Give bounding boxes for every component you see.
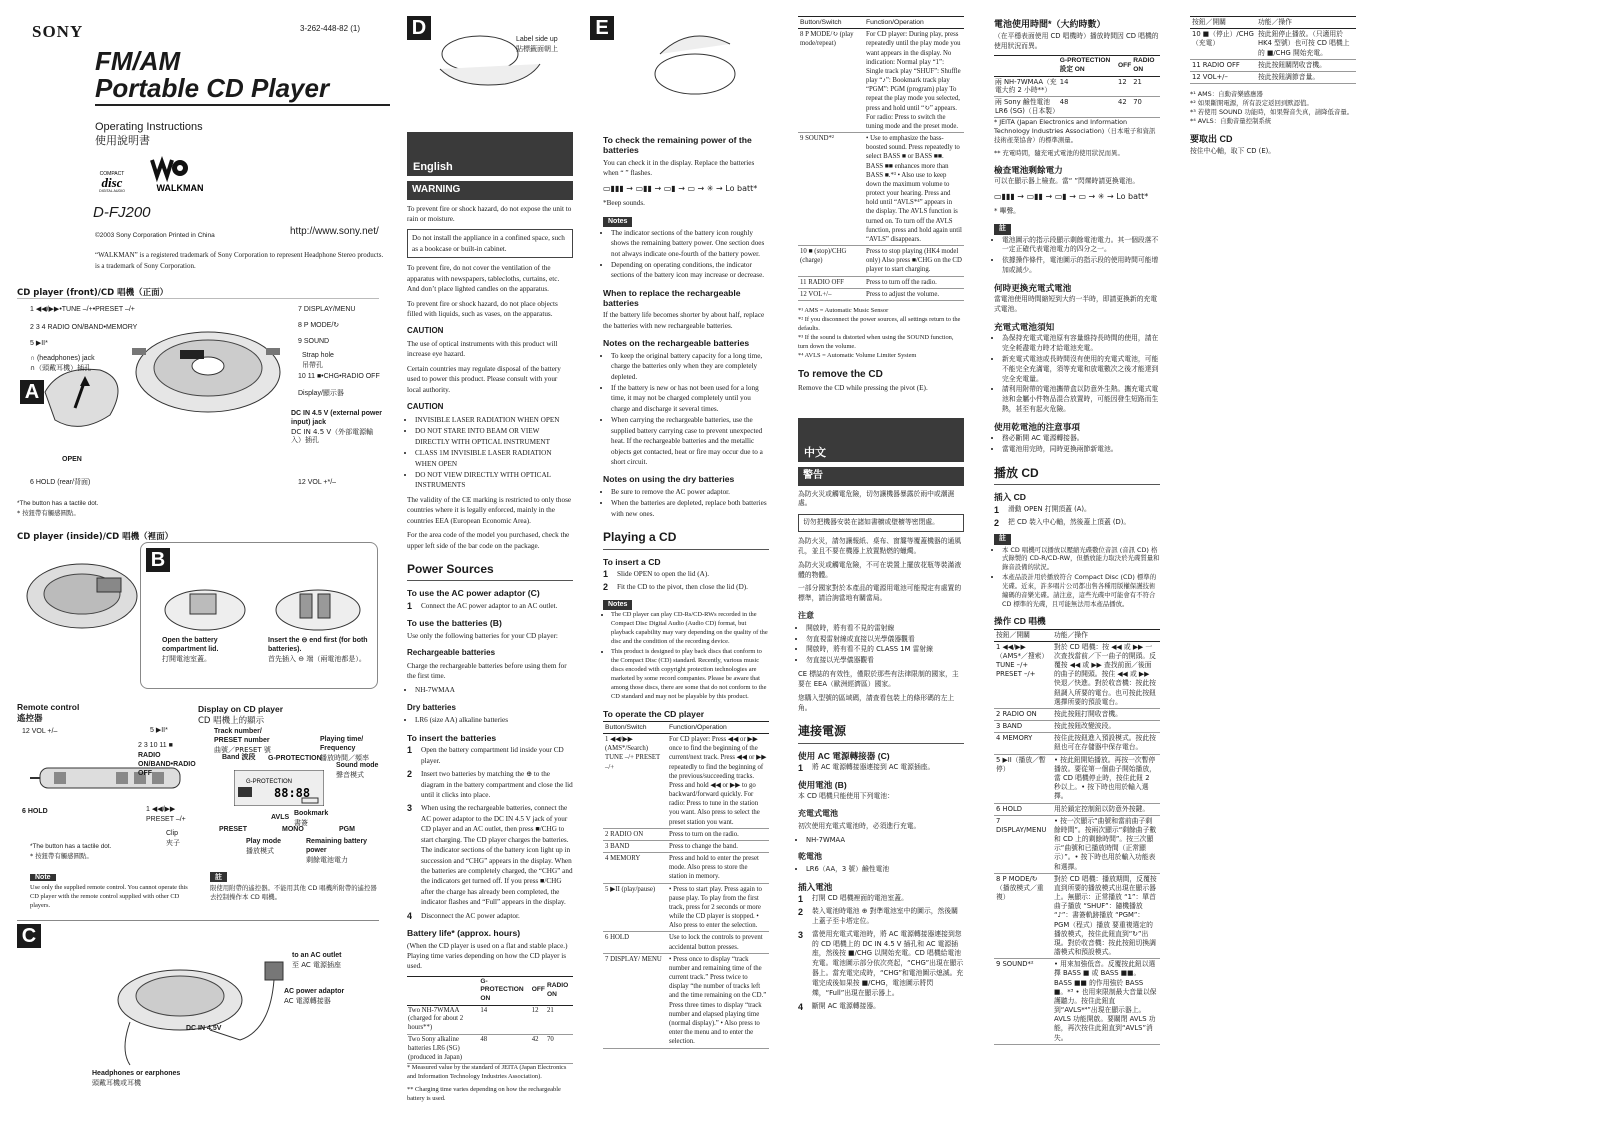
title-line2: Portable CD Player [95,73,330,103]
label-headphone-jack: ∩ (headphones) jack ∩（頭戴耳機）插孔 [30,355,95,372]
svg-text:DIGITAL AUDIO: DIGITAL AUDIO [99,189,125,193]
inside-heading: CD player (inside)/CD 唱機（裡面） [17,532,174,542]
play-notes: • The CD player can play CD-Rs/CD-RWs recorded in the Compact Disc Digital Audio (Audio CD) format, but playback capability may vary depending on the quality of the disc and the condition of the recording device. • This product is designed to play back discs that conform to the Compact Disc (CD) standard. Recently, various music discs encoded with copyright protection technologies are marketed by some record companies. Please be aware that among those discs, there are some that do not conform to the CD standard and may not be playable by this product. [603,611,769,702]
remote-label-play: 5 ▶II* [150,727,168,734]
rnotes-title: Notes on the rechargeable batteries [603,338,750,349]
remote-footnote: *The button has a tactile dot. * 按鈕帶有觸感圓點。 [30,843,112,860]
beep-note: *Beep sounds. [603,199,645,208]
cd-player-inside-illustration [22,548,142,638]
zh-rech-item: • NH-7WMAA [806,836,964,846]
battery-insert-illustration [270,578,366,634]
caution2-title: CAUTION [407,402,444,412]
disp-label-playtime: Playing time/ Frequency 播放時間／頻率 [320,736,369,762]
zh-bat-title: 使用電池 (B) [798,779,847,790]
ac-step: 1 Connect the AC power adaptor to an AC outlet. [407,600,558,611]
play-title: Playing a CD [603,529,769,549]
label-play: 5 ▶II* [30,340,48,347]
disp-label-mono: MONO [282,826,304,833]
note-tag-zh: 註 [210,872,227,882]
battery-life-table: G-PROTECTION ON OFF RADIO ON Two NH-7WMAA (charged for about 2 hours**) 14 12 21 Two Sony alkaline batteries LR6 (SG) (produced in Japan) 48 42 70 [407,976,573,1065]
zh-insert-steps: 1 打開 CD 唱機裡面的電池室蓋。 2 裝入電池時電池 ⊕ 對準電池室中的圖示，然後關上蓋子至卡塔定位。 3 當使用充電式電池時，將 AC 電源轉接器連接到您的 CD 唱機上的 DC IN 4.5 V 插孔和 AC 電源插座，然後按 ■/CHG 以開始充電。CD 唱機給電池充電。電池圖示部分依次亮起，“CHG”出現在顯示器上。當充電完成時，“CHG”和電池圖示熄滅。充電完成後如果按 ■/CHG，電池圖示將閃爍，“Full”出現在顯示器上。 4 斷開 AC 電源轉接器。 [798,894,964,1012]
remote-label-skip: 1 ◀◀/▶▶ [146,806,176,813]
op-title-zh: 使用說明書 [95,134,150,147]
op-title-en: Operating Instructions [95,121,203,133]
life-sub: (When the CD player is used on a flat and stable place.) Playing time varies depending on how the CD player is used. [407,941,568,971]
title-rule [95,104,390,106]
zh-beep: * 嗶聲。 [994,206,1020,215]
check-notes-tag: Notes [603,217,632,227]
insert-bat-title: To insert the batteries [407,732,497,743]
brand-logo: SONY [32,22,84,41]
zh-life-sub: （在平穩表面使用 CD 唱機時）播放時間因 CD 唱機的使用狀況而異。 [994,31,1159,50]
zh-replace-title: 何時更換充電式電池 [994,282,1072,293]
inside-caption-1: Open the battery compartment lid. 打開電池室蓋。 [162,637,219,663]
remote-label-stop: 2 3 10 11 ■ [138,742,173,749]
replace-title: When to replace the rechargeable batteries [603,287,741,309]
zh-rnotes: • 為保持充電式電池原有容量維持長時間的使用，請在完全耗盡電力時才給電池充電。 • 新充電式電池或長時間沒有使用的充電式電池，可能不能完全充滿電，須等充電和放電數次之後才能達到完全充電量。 • 請利用附帶的電池攜帶盒以防意外生熱。攜充電式電池和金屬小件物品混合放置時，可能因發生短路而生熱，甚至有起火危險。 [994,334,1160,415]
chinese-col1 [798,418,964,1014]
english-col3 [798,14,964,397]
label-stop-chg: 10 11 ■•CHG•RADIO OFF [298,373,380,380]
ops-table-en: Button/Switch Function/Operation 1 ◀◀/▶▶ (AMS*/Search) TUNE –/+ PRESET –/+ For CD player: Press ◀◀ or ▶▶ once to find the beginning of the current/next track. Press ◀◀ or ▶▶ repeatedly to find the beginning of the previous/succeeding tracks. Press and hold ◀◀ or ▶▶ to go backward/forward quickly. For radio: Press to tune in the station you want. Also press to select the preset station you want. 2 RADIO ON Press to turn on the radio. 3 BAND Press to change the band. 4 MEMORY Press and hold to enter the preset mode. Also press to store the station in memory. 5 ▶II (play/pause) • Press to start play. Press again to pause play. To play from the first track, press for 2 seconds or more while the CD player is stopped. • Also press to enter the selection. 6 HOLD Use to lock the controls to prevent accidental button presses. 7 DISPLAY/ MENU • Press once to display “track number and remaining time of the current track.” Press twice to display “the number of tracks left and the time remaining on the CD.” Press three times to display “track number and elapsed playing time (normal display).” • Also press to enter the menu and to enter the selection. [603,721,769,1049]
rech-text: Charge the rechargeable batteries before using them for the first time. [407,661,567,680]
dry-item: • LR6 (size AA) alkaline batteries [415,715,573,725]
label-display-menu: 7 DISPLAY/MENU [298,306,356,313]
replace-text: If the battery life becomes shorter by about half, replace the batteries with new rechargeable batteries. [603,311,765,330]
bat-title: To use the batteries (B) [407,618,502,629]
ops-table-en-2: Button/Switch Function/Operation 8 P MODE/↻ (play mode/repeat) For CD player: During play, press repeatedly until the play mode you want appears in the display. No indication: Normal play “1”: Single track play “SHUF”: Shuffle play “♪”: Bookmark track play “PGM”: PGM (program) play To repeat the play mode you selected, press and hold until “↻” appears. For radio: Press to switch the tuning mode and the preset mode. 9 SOUND*² • Use to emphasize the bass-boosted sound. Press repeatedly to select BASS ■ or BASS ■■. BASS ■■ enhances more than BASS ■.*³ • Also use to keep down the maximum volume to protect your hearing. Press and hold until “AVLS*⁴” appears in the display. The AVLS function is turned on. To turn off the AVLS function, press and hold again until “AVLS” disappears. 10 ■ (stop)/CHG (charge) Press to stop playing (HK4 model only) Also press ■/CHG on the CD player to start charging. 11 RADIO OFF Press to turn off the radio. 12 VOL+/– Press to adjust the volume. [798,16,964,301]
disp-label-gprot: G-PROTECTION [268,755,322,762]
rnotes-list: • To keep the original battery capacity for a long time, charge the batteries only when they are completely depleted. • If the battery is new or has not been used for a long time, it may not be charged completely until you charge and discharge it several times. • When carrying the rechargeable batteries, use the supplied battery carrying case to prevent unexpected heat. If the rechargeable batteries and the metallic objects get contacted, heat or fire may occur due to a short circuit. [603,351,769,468]
insertcd-title: To insert a CD [603,556,661,567]
zh-insert-title: 插入電池 [798,881,833,892]
warning-2: To prevent fire, do not cover the ventilation of the apparatus with newspapers, tablecloths, curtains, etc. And don’t place lighted candles on the apparatus. [407,264,560,294]
c-label-headphones: Headphones or earphones 頭戴耳機或耳機 [92,1070,181,1087]
c-label-adaptor: AC power adaptor AC 電源轉接器 [284,988,345,1005]
label-dc-in: DC IN 4.5 V (external power input) jack DC IN 4.5 V（外部電源輸入）插孔 [291,410,383,445]
sony-url[interactable]: http://www.sony.net/ [290,226,379,237]
en-footnotes: *¹ AMS = Automatic Music Sensor *² If you disconnect the power sources, all settings return to the defaults. *³ If the sound is distorted when using the SOUND function, turn down the volume. *⁴ AVLS = Automatic Volume Limiter System [798,306,961,359]
zh-replace-text: 當電池使用時間縮短到大約一半時，即請更換新的充電式電池。 [994,295,1158,314]
inside-caption-2: Insert the ⊖ end first (for both batteries). 首先插入 ⊖ 端（兩電池都是）。 [268,637,368,663]
zh-ac-step: 1 將 AC 電源轉接器連接到 AC 電源插座。 [798,763,935,774]
zh-dry-title: 乾電池 [798,852,822,862]
zh-life-foot2: ** 充電時間，隨充電式電池的使用狀況而異。 [994,148,1124,157]
english-col1 [407,132,573,1108]
disp-label-bookmark: Bookmark 書簽 [294,810,329,827]
zh-play-notes: • 本 CD 唱機可以播放以壓縮光碟數位音訊 (音訊 CD) 格式錄製的 CD-R/CD-RW，但播放能力取決於光碟質量和錄音設備的狀況。 • 本產品設計用於播放符合 Compact Disc (CD) 標準的光碟。近來，許多唱片公司都出售各種用版權保護技術編碼的音樂光碟。請注意，這些光碟中可能會有不符合 CD 標準的光碟，且可能無法用本產品播放。 [994,546,1160,610]
life-foot1: * Measured value by the standard of JEITA (Japan Electronics and Information Technology Industries Association). [407,1064,567,1081]
label-strap-hole: Strap hole 吊帶孔 [302,352,334,369]
insert-bat-steps: 1 Open the battery compartment lid inside your CD player. 2 Insert two batteries by matching the ⊕ to the diagram in the battery compartment and close the lid until it clicks into place. 3 When using the rechargeable batteries, connect the AC power adaptor to the DC IN 4.5 V jack of your CD player and an AC outlet, then press ■/CHG to start charging. The CD player charges the batteries. The indicator sections of the battery icon light up in succession and “CHG” appears in the display. When the batteries are completely charged, the “CHG” and the indicators get turned off. If you press ■/CHG after the charge has already been completed, the indicator flashes and “Full” appears in the display. 4 Disconnect the AC power adaptor. [407,745,573,921]
zh-life-title: 電池使用時間*（大約時數） [994,19,1106,29]
zh-warning-box: 切勿把機器安裝在諸如書櫥或壁櫥等密閉處。 [798,514,964,532]
disp-label-soundmode: Sound mode 聲音模式 [336,762,379,779]
zh-check-notes: • 電池圖示的指示段顯示剩餘電池電力。其一個段落不一定正確代表電池電力的四分之一。 • 依據操作條件，電池圖示的指示段的使用時間可能增加或減少。 [994,236,1160,276]
remove-text: Remove the CD while pressing the pivot (E). [798,383,928,392]
remote-heading: Remote control 遙控器 [17,702,80,724]
ce-note: The validity of the CE marking is restricted to only those countries where it is legally enforced, mainly in the countries EEA (European Economic Area). [407,495,572,525]
fig-letter-e: E [590,16,614,40]
operate-title: To operate the CD player [603,708,705,719]
disp-label-playmode: Play mode 播放模式 [246,838,282,855]
remote-label-preset: PRESET –/+ [146,816,186,823]
ops-table-zh-2: 按鈕／開關 功能／操作 10 ■（停止）/CHG（充電） 按此鈕停止播放。（只適用於 HK4 型號）也可按 CD 唱機上的 ■/CHG 開始充電。 11 RADIO OFF 按此按鈕關閉收音機。 12 VOL+/– 按此按鈕調節音量。 [1190,16,1356,84]
bat-intro: Use only the following batteries for your CD player: [407,631,558,640]
title-line1: FM/AM [95,46,181,76]
zh-check-text: 可以在顯示器上檢查。當“ ”閃爍時請更換電池。 [994,177,1140,186]
disp-label-track: Track number/ PRESET number 曲號／PRESET 號 [214,728,271,754]
zh-warning-2: 為防火災，請勿讓報紙、桌布、窗簾等覆蓋機器的通風孔，並且不要在機器上放置點燃的蠟燭。 [798,537,962,555]
disp-label-preset: PRESET [219,826,248,833]
fig-letter-d: D [407,16,431,40]
zh-ac-title: 使用 AC 電源轉接器 (C) [798,750,890,761]
zh-caution-list: • 開啟時，將有看不見的雷射線 • 勿直視雷射線或直接以光學儀器觀看 • 開啟時，將有看不見的 CLASS 1M 雷射線 • 勿直接以光學儀器觀看 [798,624,964,666]
fig-letter-c: C [17,924,41,948]
caution2-list: • INVISIBLE LASER RADIATION WHEN OPEN • DO NOT STARE INTO BEAM OR VIEW DIRECTLY WITH OPTICAL INSTRUMENT • CLASS 1M INVISIBLE LASER RADIATION WHEN OPEN • DO NOT VIEW DIRECTLY WITH OPTICAL INSTRUMENTS [407,415,573,491]
walkman-logo-icon [148,154,212,194]
svg-text:disc: disc [101,175,123,190]
warning-1: To prevent fire or shock hazard, do not expose the unit to rain or moisture. [407,204,572,223]
remote-note-zh [210,866,380,902]
battery-level-sequence: ▭▮▮▮ → ▭▮▮ → ▭▮ → ▭ → ✳ → Lo batt* [603,183,758,193]
zh-ce: CE 標誌的有效性，僅限於那些有法律限制的國家，主要在 EEA（歐洲經濟區）國家。 [798,670,959,688]
label-hold: 6 HOLD (rear/背面) [30,479,91,486]
zh-play-notes-tag: 註 [994,534,1011,544]
display-heading: Display on CD player CD 唱機上的顯示 [198,704,284,726]
insertcd-steps: 1 Slide OPEN to open the lid (A). 2 Fit the CD to the pivot, then close the lid (D). [603,568,748,593]
caution1-title: CAUTION [407,326,444,336]
dry-title: Dry batteries [407,702,456,712]
zh-warning-heading: 警告 [798,467,964,486]
rech-item: • NH-7WMAA [415,685,573,695]
model-number: D-FJ200 [93,204,151,221]
zh-remove-title: 要取出 CD [1190,133,1233,144]
english-col2 [603,128,769,1049]
battery-lid-illustration [160,578,250,634]
label-display: Display/顯示器 [298,390,344,397]
caution1: The use of optical instruments with this product will increase eye hazard. [407,340,558,359]
dnotes-title: Notes on using the dry batteries [603,474,735,485]
ac-connection-illustration [100,950,320,1070]
zh-dnotes: • 務必斷開 AC 電源轉接器。 • 當電池用完時，同時更換兩節新電池。 [994,434,1160,455]
area-note: For the area code of the model you purchased, check the upper left side of the bar code on the package. [407,531,570,550]
disp-label-avls: AVLS [271,814,290,821]
remote-label-clip: Clip 夾子 [166,830,180,847]
zh-notes-tag: 註 [994,224,1011,234]
zh-warning-1: 為防火災或觸電危險，切勿讓機器暴露於雨中或潮濕處。 [798,489,955,508]
compact-disc-logo [95,167,129,193]
insert-cd-illustration [430,24,550,94]
d-label: Label side up 貼標籤面朝上 [516,36,558,53]
doc-number: 3-262-448-82 (1) [300,24,361,33]
zh-caution-title: 注意 [798,611,814,621]
check-title: To check the remaining power of the batteries [603,135,752,156]
zh-remove-text: 按住中心軸，取下 CD (E)。 [1190,146,1276,155]
ops-table-zh: 按鈕／開關 功能／操作 1 ◀◀/▶▶（AMS*／搜索）TUNE –/+ PRESET –/+ 對於 CD 唱機：按 ◀◀ 或 ▶▶ 一次查找當前／下一曲子的開頭。反覆按 ◀◀ 或 ▶▶ 查找前面／後面的曲子的開頭。按住 ◀◀ 或 ▶▶ 快退／快進。對於收音機：按此按鈕調入所要的電台。也可按此按鈕選擇所要的預設電台。 2 RADIO ON 按此按鈕打開收音機。 3 BAND 按此按鈕改變波段。 4 MEMORY 按住此按鈕進入預設模式。按此按鈕也可在存儲器中保存電台。 5 ▶II（播放／暫停） • 按此鈕開始播放。再按一次暫停播放。要從第一個曲子開始播放，當 CD 唱機停止時，按住此鈕 2 秒以上。• 按下時也用於輸入選擇。 6 HOLD 用於鎖定控制鈕以防意外按鍵。 7 DISPLAY/MENU • 按一次顯示“曲號和當前曲子剩餘時間”。按兩次顯示“剩餘曲子數和 CD 上的剩餘時間”。按三次顯示“曲號和已播放時間（正常顯示）”。• 按下時也用於輸入功能表和選擇。 8 P MODE/↻（播放模式／重複） 對於 CD 唱機：播放期間，反覆按直到所要的播放模式出現在顯示器上。無顯示：正常播放 “1”：單首曲子播放 “SHUF”：隨機播放 “♪”：書簽軌跡播放 “PGM”：PGM（程式）播放 要重複選定的播放模式，按住此鈕直到“↻”出現。對於收音機：按此按鈕切換調諧模式和預設模式。 9 SOUND*² • 用來加強低音。反覆按此鈕以選擇 BASS ■ 或 BASS ■■。BASS ■■ 的作用強於 BASS ■。*³ • 也用來限制最大音量以保護聽力。按住此鈕直到“AVLS*⁴”出現在顯示器上。AVLS 功能開啟。要關閉 AVLS 功能，再次按住此鈕直到“AVLS”消失。 [994,629,1160,1045]
label-skip-tune: 1 ◀◀/▶▶•TUNE –/+•PRESET –/+ [30,306,135,313]
zh-area: 您購入型號的區域碼，請查看包裝上的條形碼的左上角。 [798,693,955,712]
lcd-display-illustration [234,770,324,806]
svg-text:COMPACT: COMPACT [99,171,125,177]
svg-text:G-PROTECTION: G-PROTECTION [246,779,292,785]
zh-rech-text: 初次使用充電式電池時，必須進行充電。 [798,821,921,830]
disp-label-rempower: Remaining battery power 剩餘電池電力 [306,838,368,864]
remove-cd-illustration [640,24,750,104]
remove-title: To remove the CD [798,368,883,380]
play-notes-tag: Notes [603,600,632,610]
remote-label-radio: RADIO ON/BAND•RADIO OFF [138,752,196,777]
zh-warning-4: 一部分國家對於本產品的電源用電池可能規定有處置的標準，請洽詢當地有關當局。 [798,584,962,603]
zh-dnotes-title: 使用乾電池的注意事項 [994,421,1080,432]
dnotes-list: • Be sure to remove the AC power adaptor. • When the batteries are depleted, replace both batteries with new ones. [603,487,769,519]
life-title: Battery life* (approx. hours) [407,928,521,939]
chinese-col3 [1190,14,1356,161]
warning-heading: WARNING [407,181,573,200]
zh-rnotes-title: 充電式電池須知 [994,321,1055,332]
svg-text:88:88: 88:88 [274,786,311,800]
remote-label-vol: 12 VOL +/– [22,728,58,735]
front-heading: CD player (front)/CD 唱機（正面） [17,288,169,298]
power-title: Power Sources [407,561,573,581]
zh-battery-life-table: G-PROTECTION 設定 ON OFF RADIO ON 兩 NH-7WMAA（充電大約 2 小時**） 14 12 21 兩 Sony 鹼性電池 LR6 (SG)（日本製） 48 42 70 [994,55,1160,117]
zh-check-title: 檢查電池剩餘電力 [994,164,1063,175]
chinese-bar: 中文 [798,418,964,462]
english-bar: English [407,132,573,176]
label-open: OPEN [62,456,82,463]
zh-bat-intro: 本 CD 唱機只能使用下列電池： [798,792,894,801]
trademark-note: “WALKMAN” is a registered trademark of Sony Corporation to represent Headphone Stereo products. is a trademark of Sony Corporation. [95,251,384,271]
remote-note [30,866,190,911]
front-footnote: *The button has a tactile dot. * 按鈕帶有觸感圓點。 [17,500,99,517]
life-foot2: ** Charging time varies depending on how the rechargeable battery is used. [407,1086,561,1103]
caution1b: Certain countries may regulate disposal of the battery used to power this product. Please consult with your local authority. [407,364,561,394]
zh-battery-level-sequence: ▭▮▮▮ → ▭▮▮ → ▭▮ → ▭ → ✳ → Lo batt* [994,191,1149,201]
disp-label-band: Band 波段 [222,754,256,761]
check-text: You can check it in the display. Replace the batteries when “ ” flashes. [603,158,755,178]
fig-letter-b: B [146,548,170,572]
zh-operate-title: 操作 CD 唱機 [994,616,1046,627]
zh-insertcd-steps: 1 滑動 OPEN 打開頂蓋 (A)。 2 把 CD 裝入中心軸，然後蓋上頂蓋 (D)。 [994,504,1131,528]
remote-note-zh-text: 限使用附帶的遙控器。不能用其他 CD 唱機所附帶的遙控器去控制操作本 CD 唱機。 [210,884,377,901]
op-title [95,121,203,147]
chinese-col2 [994,12,1160,1045]
note-tag: Note [30,874,56,881]
ac-title: To use the AC power adaptor (C) [407,588,540,599]
c-label-dcin: DC IN 4.5V [186,1025,222,1032]
fig-letter-a: A [20,380,44,404]
copyright: ©2003 Sony Corporation Printed in China [95,232,215,239]
zh-warning-3: 為防火災或觸電危險，不可在裝置上擺放花瓶等裝滿液體的物體。 [798,560,962,579]
zh-power-title: 連接電源 [798,723,964,743]
zh-footnotes: *¹ AMS：自動音樂感應器 *² 如果斷開電源，所有設定返回到默認值。 *³ 若使用 SOUND 功能時，如果聲音失真，請降低音量。 *⁴ AVLS：自動音量控制系統 [1190,90,1354,125]
c-label-outlet: to an AC outlet 至 AC 電源插座 [292,952,342,969]
svg-text:WALKMAN: WALKMAN [156,183,204,193]
remote-note-text: Use only the supplied remote control. You cannot operate this CD player with the remote control supplied with other CD players. [30,884,188,909]
rech-title: Rechargeable batteries [407,647,496,657]
warning-box: Do not install the appliance in a confined space, such as a bookcase or built-in cabinet. [407,229,573,258]
warning-3: To prevent fire or shock hazard, do not place objects filled with liquids, such as vases, on the apparatus. [407,299,558,318]
label-vol: 12 VOL +*/– [298,479,337,486]
zh-play-title: 播放 CD [994,465,1160,485]
zh-life-foot1: * JEITA (Japan Electronics and Information Technology Industries Association)（日本電子和資訊技術產業協會）的標準測量。 [994,117,1156,144]
label-sound: 9 SOUND [298,338,330,345]
zh-dry-item: • LR6（AA，3 號）鹼性電池 [806,865,964,875]
remote-label-hold: 6 HOLD [22,808,48,815]
disp-label-pgm: PGM [339,826,355,833]
zh-insertcd-title: 插入 CD [994,492,1026,503]
product-title [95,48,329,102]
check-notes: • The indicator sections of the battery icon roughly shows the remaining battery power. One section does not always indicate one-fourth of the battery power. • Depending on operating conditions, the indicator sections of the battery icon may increase or decrease. [603,228,769,281]
label-radio-band: 2 3 4 RADIO ON/BAND•MEMORY [30,324,138,331]
label-pmode: 8 P MODE/↻ [298,322,340,329]
zh-rech-title: 充電式電池 [798,809,838,819]
